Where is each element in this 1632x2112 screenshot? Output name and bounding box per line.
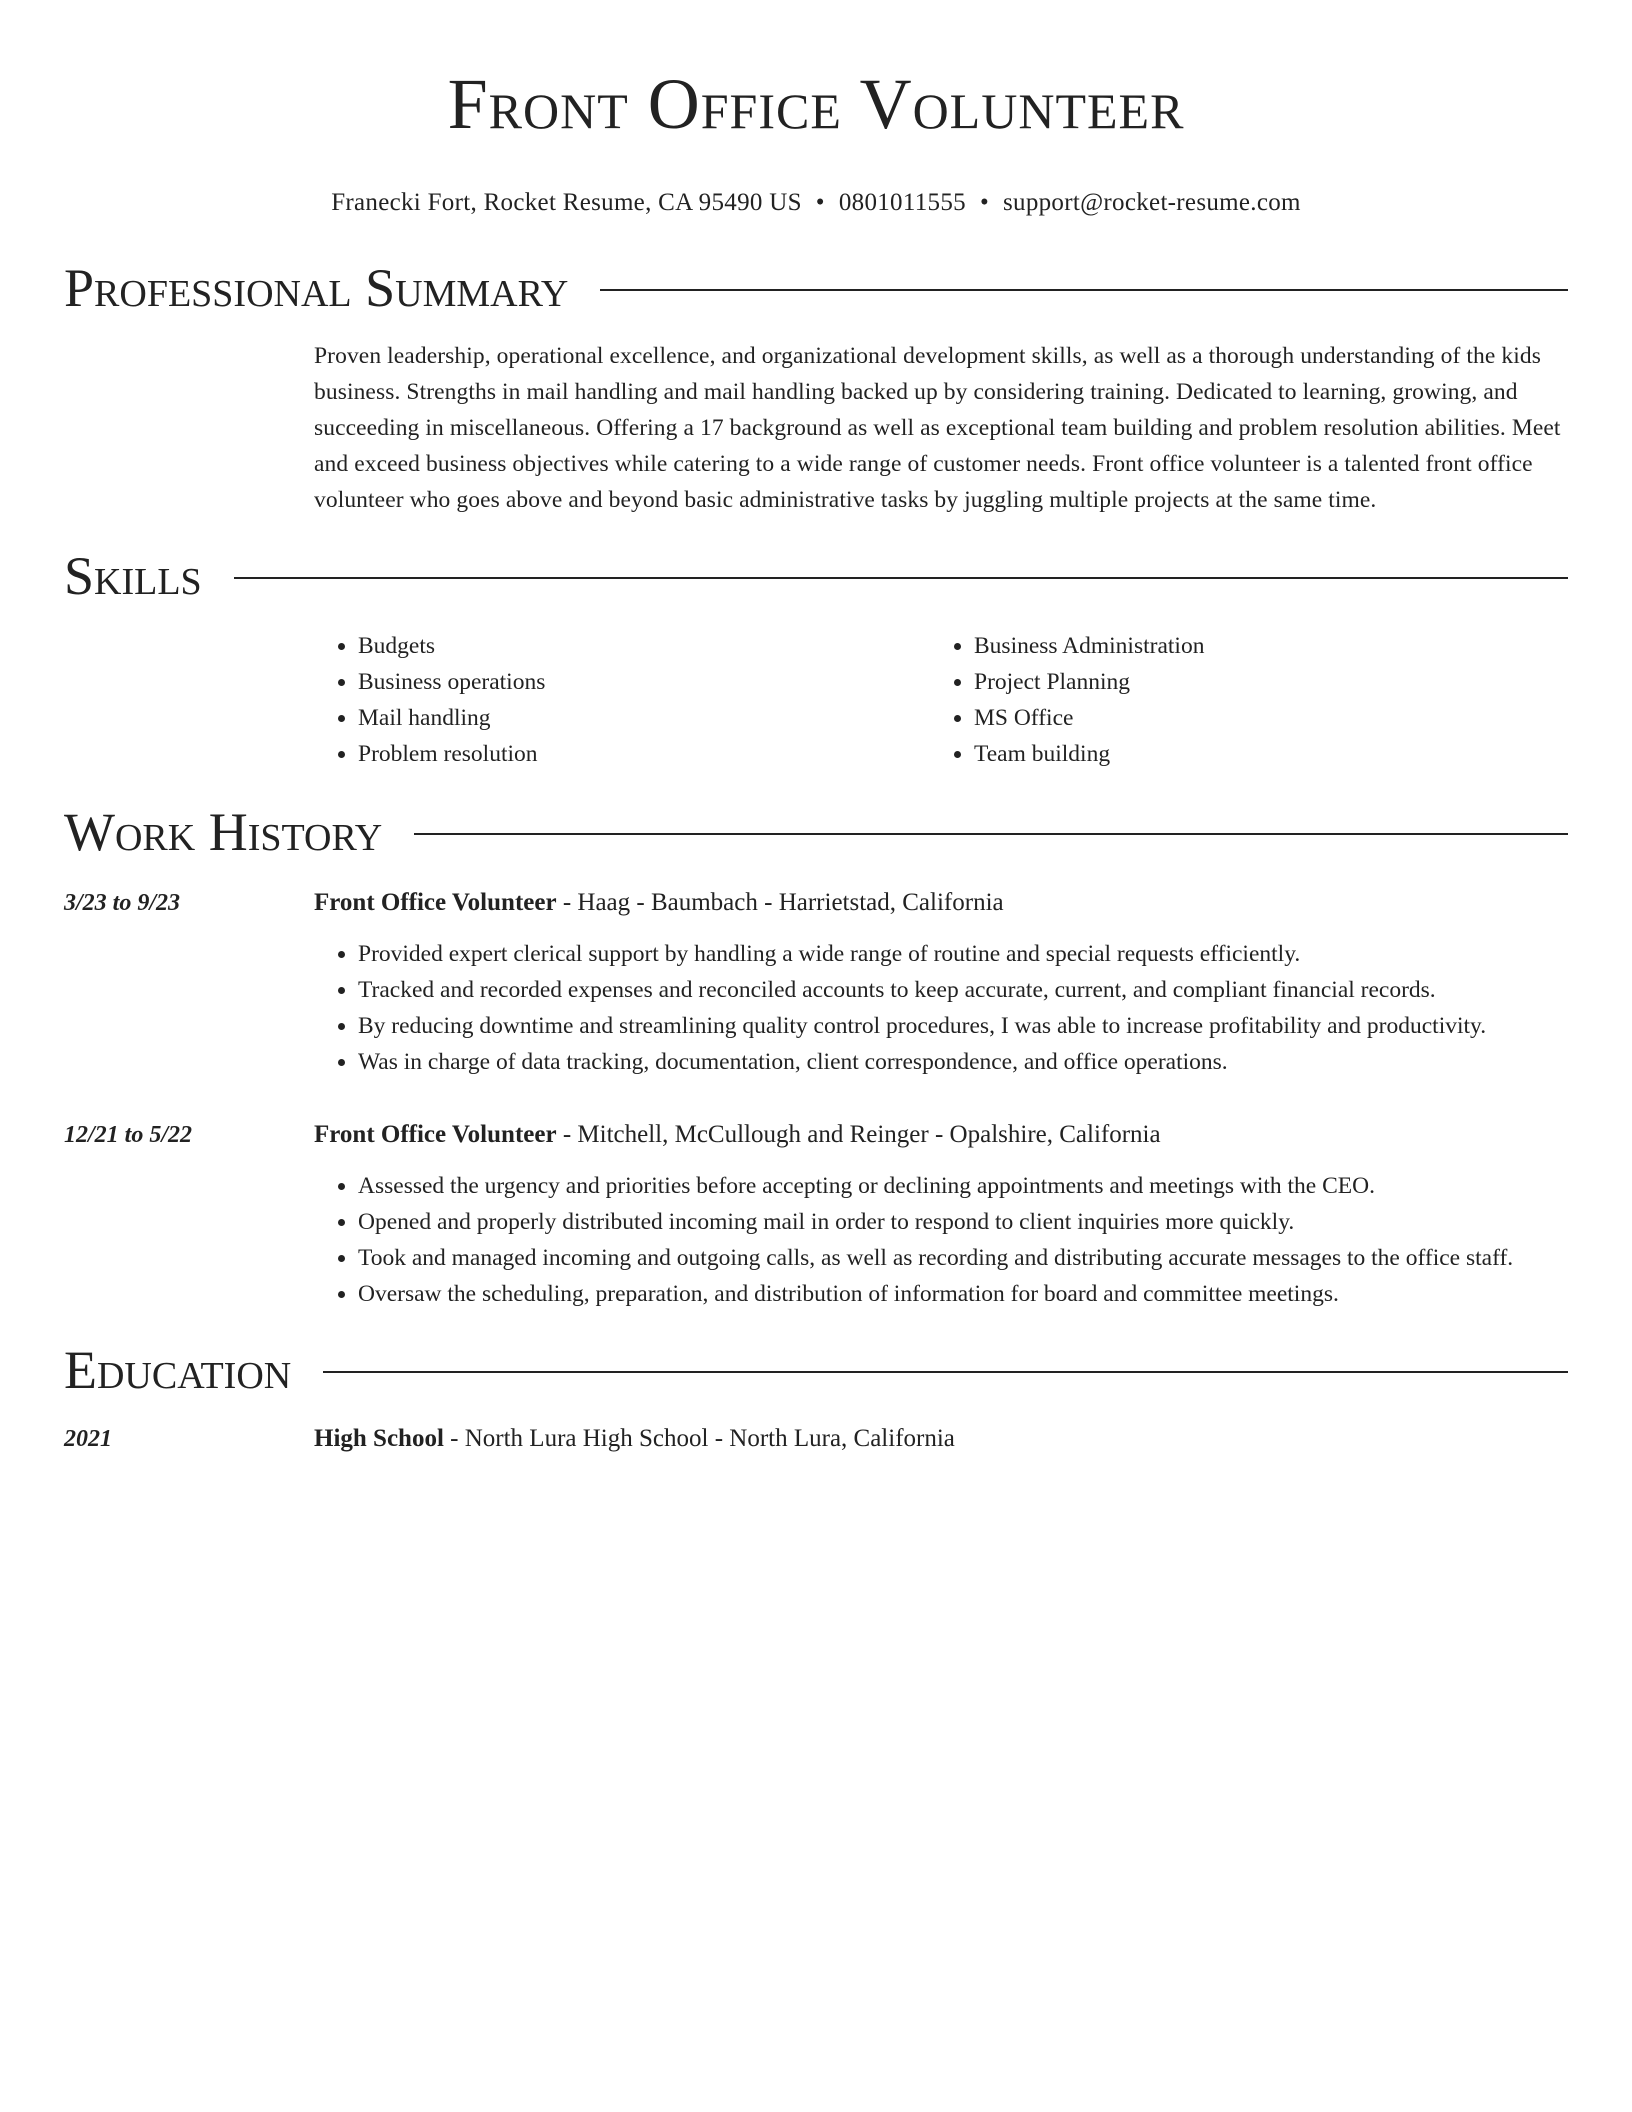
work-section-header	[64, 802, 1568, 862]
work-entry-header	[314, 884, 1568, 922]
education-section-header	[64, 1340, 1568, 1400]
work-entry-body	[314, 1116, 1568, 1312]
resume-name-title: Front Office Volunteer	[447, 64, 1185, 144]
education-entry	[64, 1420, 1568, 1458]
work-entry-dates: 3/23 to 9/23	[64, 890, 181, 916]
skill-item: • Team building	[974, 736, 1546, 772]
section-divider	[414, 833, 1568, 835]
work-entry	[64, 884, 1568, 1080]
work-entry-bullets	[314, 936, 1568, 1080]
work-bullet: • Took and managed incoming and outgoing calls, as well as recording and distributing accurate messages to the office staff.	[358, 1240, 1568, 1276]
work-entry-details: - Mitchell, McCullough and Reinger - Opalshire, California	[556, 1121, 1161, 1148]
skills-list	[314, 628, 1568, 772]
education-entry-degree: High School	[314, 1425, 444, 1452]
work-entry-bullets	[314, 1168, 1568, 1312]
summary-text: Proven leadership, operational excellence, and organizational development skills, as well as a thorough understanding of the kids business. Strengths in mail handling and mail handling backed up by considering training. Dedicated to learning, growing, and succeeding in miscellaneous. Offering a 17 background as well as exceptional team building and problem resolution abilities. Meet and exceed business objectives while catering to a wide range of customer needs. Front office volunteer is a talented front office volunteer who goes above and beyond basic administrative tasks by juggling multiple projects at the same time.	[314, 343, 1561, 513]
skills-column-right	[930, 628, 1546, 772]
work-bullet: • Was in charge of data tracking, documentation, client correspondence, and office operations.	[358, 1044, 1568, 1080]
education-entry-details: - North Lura High School - North Lura, California	[443, 1425, 955, 1452]
education-entry-header	[314, 1420, 1568, 1458]
skill-item: • Business Administration	[974, 628, 1546, 664]
work-bullet: • Assessed the urgency and priorities before accepting or declining appointments and meetings with the CEO.	[358, 1168, 1568, 1204]
skill-item: • Budgets	[358, 628, 930, 664]
skill-item: • Mail handling	[358, 700, 930, 736]
skills-section-header	[64, 546, 1568, 606]
work-entry-details: - Haag - Baumbach - Harrietstad, California	[556, 889, 1004, 916]
skill-item: • MS Office	[974, 700, 1546, 736]
section-divider	[234, 577, 1568, 579]
work-entry-dates: 12/21 to 5/22	[64, 1122, 193, 1148]
work-entry-role: Front Office Volunteer	[314, 889, 557, 916]
contact-phone: 0801011555	[838, 189, 966, 216]
work-entry	[64, 1116, 1568, 1312]
education-entry-body	[314, 1420, 1568, 1458]
education-section-title: Education	[64, 1340, 292, 1400]
work-entry-header	[314, 1116, 1568, 1154]
work-bullet: • By reducing downtime and streamlining quality control procedures, I was able to increase profitability and productivity.	[358, 1008, 1568, 1044]
work-bullet: • Tracked and recorded expenses and reconciled accounts to keep accurate, current, and compliant financial records.	[358, 972, 1568, 1008]
education-entry-date: 2021	[64, 1426, 112, 1452]
contact-separator: •	[979, 189, 989, 216]
work-section-title: Work History	[64, 802, 383, 862]
skills-column-left	[314, 628, 930, 772]
contact-email: support@rocket-resume.com	[1003, 189, 1301, 216]
section-divider	[600, 289, 1568, 291]
work-bullet: • Oversaw the scheduling, preparation, and distribution of information for board and committee meetings.	[358, 1276, 1568, 1312]
skills-section-title: Skills	[64, 546, 202, 606]
work-entry-role: Front Office Volunteer	[314, 1121, 557, 1148]
contact-line	[64, 186, 1568, 220]
work-bullet: • Provided expert clerical support by handling a wide range of routine and special requests efficiently.	[358, 936, 1568, 972]
section-divider	[323, 1371, 1568, 1373]
contact-separator: •	[815, 189, 825, 216]
skill-item: • Project Planning	[974, 664, 1546, 700]
work-entry-body	[314, 884, 1568, 1080]
contact-address: Franecki Fort, Rocket Resume, CA 95490 US	[331, 189, 802, 216]
skill-item: • Business operations	[358, 664, 930, 700]
summary-section-title: Professional Summary	[64, 258, 569, 318]
skill-item: • Problem resolution	[358, 736, 930, 772]
summary-section-header	[64, 258, 1568, 318]
work-bullet: • Opened and properly distributed incoming mail in order to respond to client inquiries more quickly.	[358, 1204, 1568, 1240]
